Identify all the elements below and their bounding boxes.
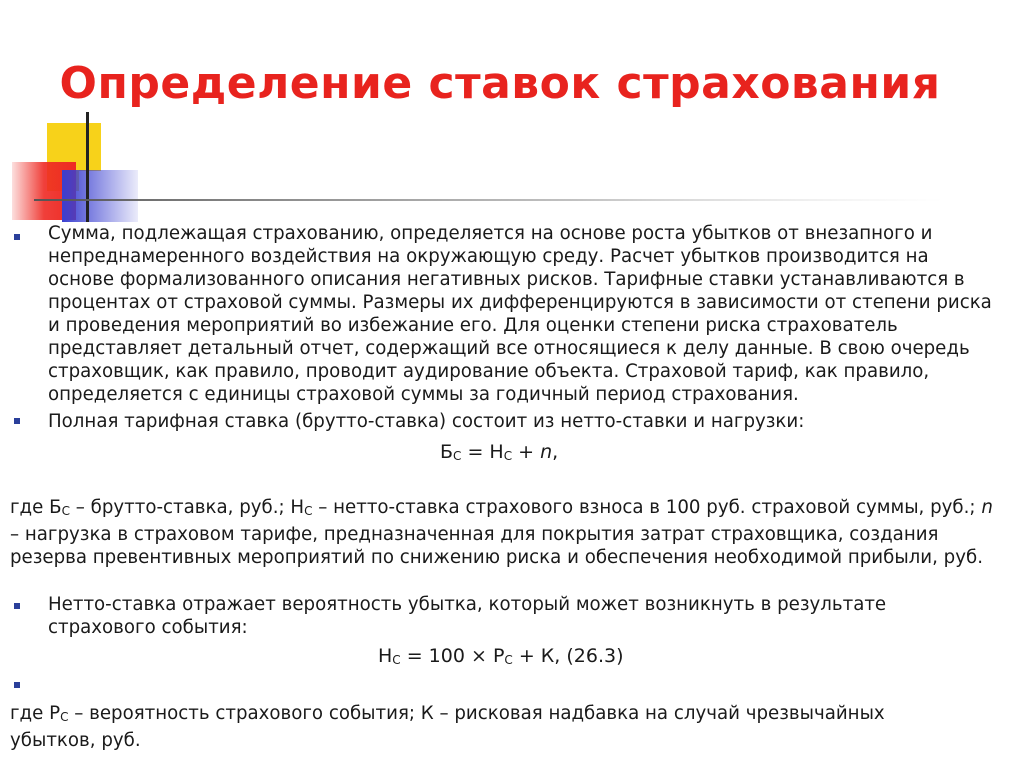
bullet-3	[14, 603, 20, 609]
red-square	[12, 162, 76, 220]
bullet-4	[14, 682, 20, 688]
paragraph-2: Полная тарифная ставка (брутто-ставка) состоит из нетто-ставки и нагрузки:	[48, 411, 805, 432]
paragraph-1: Сумма, подлежащая страхованию, определяется на основе роста убытков от внезапного и непреднамеренного воздействия на окружающую среду. Расчет убытков производится на основе формализованного описания негативных рисков. Тарифные ставки устанавливаются в процентах от страховой суммы. Размеры их дифференцируются в зависимости от степени риска и проведения мероприятий во избежание его. Для оценки степени риска страхователь представляет детальный отчет, содержащий все относящиеся к делу данные. В свою очередь страховщик, как правило, проводит аудирование объекта. Страховой тариф, как правило, определяется с единицы страховой суммы за годичный период страхования.	[48, 223, 992, 405]
bullet-2	[14, 418, 20, 424]
formula-brutto: $Б_С = Н_С + n$,	[440, 441, 559, 463]
paragraph-4: Нетто-ставка отражает вероятность убытка, который может возникнуть в результате страхового события:	[48, 594, 887, 638]
decorative-squares	[0, 0, 1024, 240]
horizontal-line	[34, 199, 944, 201]
vertical-line	[86, 112, 89, 222]
formula-netto: $Н_С = 100 \times Р_С + К$, (26.3)	[378, 645, 624, 667]
blue-square	[62, 170, 138, 222]
yellow-square-right	[79, 123, 101, 171]
yellow-square	[47, 123, 79, 191]
slide-title: Определение ставок страхования	[59, 58, 941, 109]
paragraph-3: где $Б_С$ – брутто-ставка, руб.; $Н_С$ – нетто-ставка страхового взноса в 100 руб. страховой суммы, руб.; n – нагрузка в страховом тарифе, предназначенная для покрытия затрат страховщика, создания резерва превентивных мероприятий по снижению риска и обеспечения необходимой прибыли, руб.	[10, 497, 993, 568]
bullet-1	[14, 234, 20, 240]
paragraph-5: где $Р_С$ – вероятность страхового события; К – рисковая надбавка на случай чрезвычайных убытков, руб.	[10, 703, 885, 751]
